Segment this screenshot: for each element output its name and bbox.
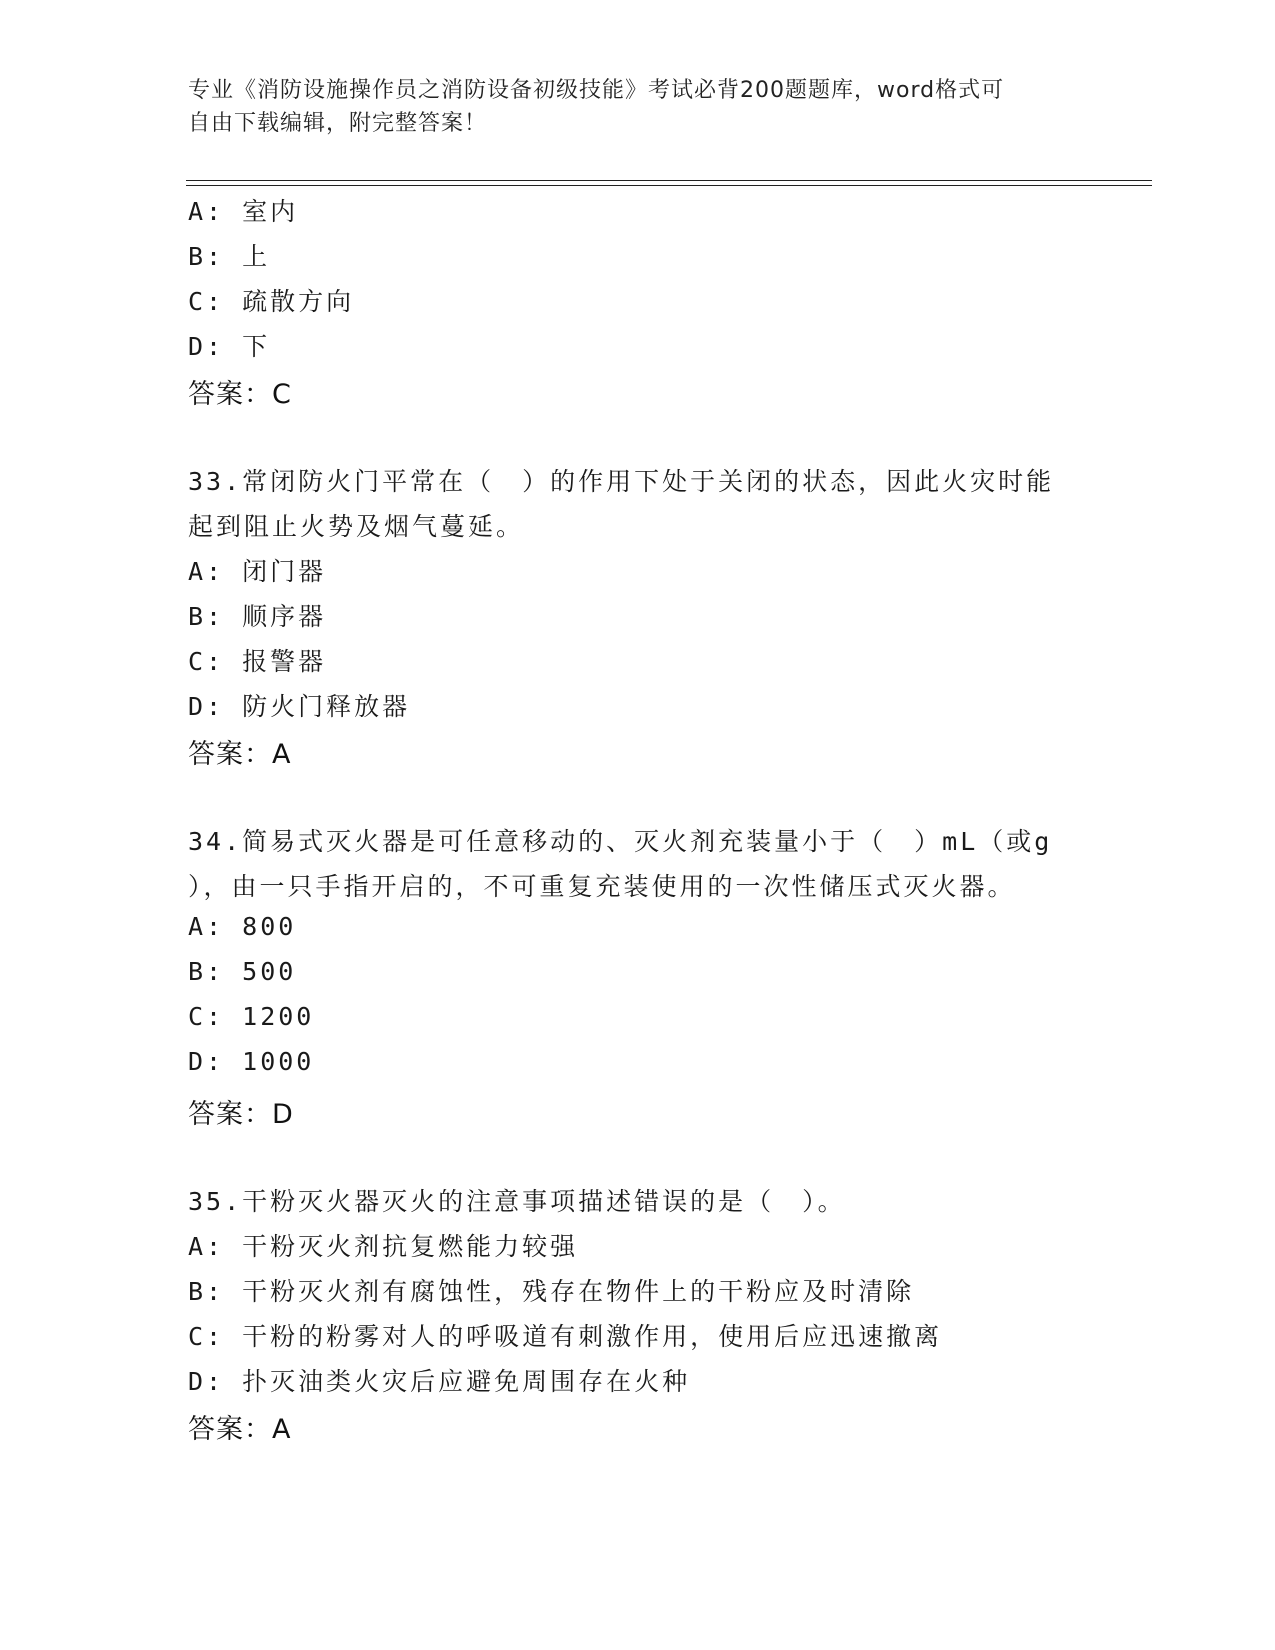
option-b: B: 顺序器 bbox=[188, 602, 327, 631]
answer-label: 答案：D bbox=[188, 1099, 294, 1130]
header-divider-top bbox=[186, 180, 1152, 181]
option-c: C: 1200 bbox=[188, 1002, 315, 1031]
option-b: B: 500 bbox=[188, 957, 297, 986]
option-b: B: 上 bbox=[188, 242, 271, 271]
option-c: C: 疏散方向 bbox=[188, 287, 355, 316]
answer-label: 答案：C bbox=[188, 379, 292, 410]
option-d: D: 下 bbox=[188, 332, 271, 361]
header-divider-bottom bbox=[186, 185, 1152, 186]
option-a: A: 800 bbox=[188, 912, 297, 941]
option-a: A: 闭门器 bbox=[188, 557, 327, 586]
answer-label: 答案：A bbox=[188, 1414, 292, 1445]
question-stem-line-1: 35.干粉灭火器灭火的注意事项描述错误的是（ ）。 bbox=[188, 1187, 846, 1216]
page-header bbox=[188, 74, 1068, 140]
option-d: D: 防火门释放器 bbox=[188, 692, 411, 721]
question-stem-line-1: 33.常闭防火门平常在（ ）的作用下处于关闭的状态，因此火灾时能 bbox=[188, 467, 1055, 496]
header-line-2: 自由下载编辑，附完整答案！ bbox=[188, 111, 488, 136]
option-a: A: 干粉灭火剂抗复燃能力较强 bbox=[188, 1232, 579, 1261]
option-d: D: 扑灭油类火灾后应避免周围存在火种 bbox=[188, 1367, 691, 1396]
question-stem-line-2: 起到阻止火势及烟气蔓延。 bbox=[188, 512, 525, 541]
question-stem-line-1: 34.简易式灭火器是可任意移动的、灭火剂充装量小于（ ）mL（或g bbox=[188, 827, 1053, 856]
header-line-1: 专业《消防设施操作员之消防设备初级技能》考试必背200题题库，word格式可 bbox=[188, 78, 1005, 103]
answer-label: 答案：A bbox=[188, 739, 292, 770]
question-stem-line-2: ），由一只手指开启的，不可重复充装使用的一次性储压式灭火器。 bbox=[188, 872, 1016, 901]
option-a: A: 室内 bbox=[188, 197, 299, 226]
option-c: C: 干粉的粉雾对人的呼吸道有刺激作用，使用后应迅速撤离 bbox=[188, 1322, 943, 1351]
option-c: C: 报警器 bbox=[188, 647, 327, 676]
option-d: D: 1000 bbox=[188, 1047, 315, 1076]
option-b: B: 干粉灭火剂有腐蚀性，残存在物件上的干粉应及时清除 bbox=[188, 1277, 915, 1306]
